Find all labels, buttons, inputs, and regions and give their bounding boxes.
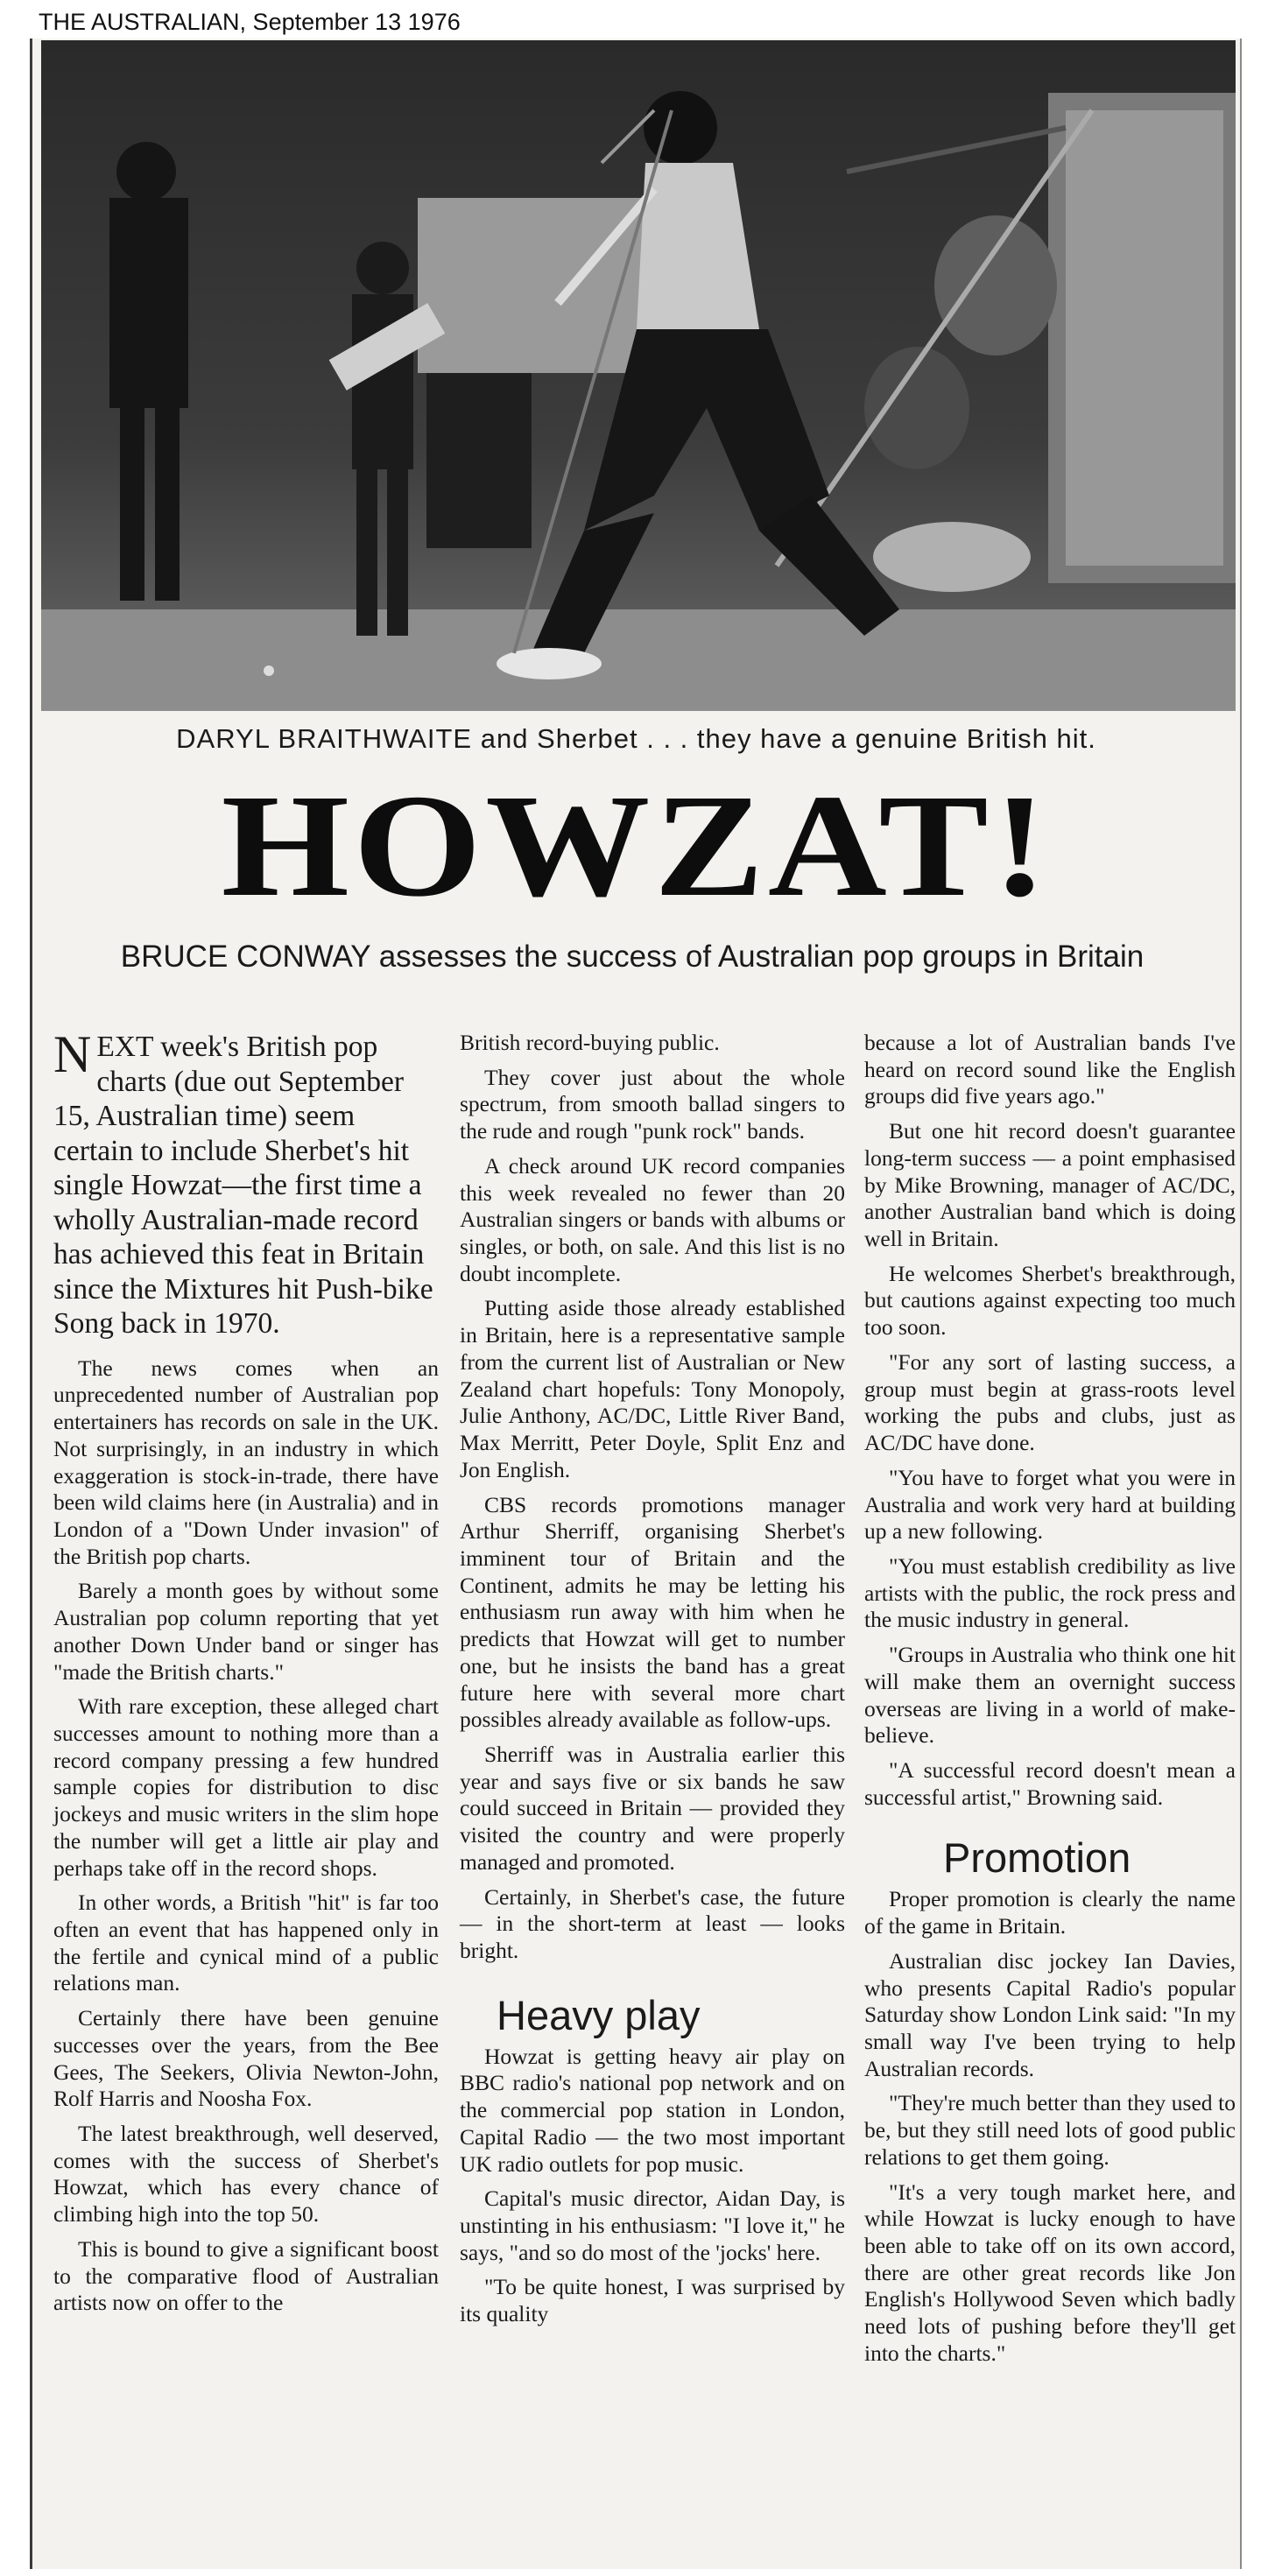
column-3: [864, 1030, 1236, 2375]
paragraph: "Groups in Australia who think one hit will make them an overnight success overseas are living in a world of make-believe.: [864, 1642, 1236, 1749]
paragraph: Capital's music director, Aidan Day, is unstinting in his enthusiasm: "I love it," he says, "and so do most of the 'jocks' here.: [460, 2185, 845, 2265]
paragraph: CBS records promotions manager Arthur Sherriff, organising Sherbet's imminent tour of Britain and the Continent, admits he may be letting his enthusiasm run away with him when he predicts that Howzat will get to number one, but he insists the band has a great future here with several more chart possibles already available as follow-ups.: [460, 1491, 845, 1733]
paragraph: Certainly, in Sherbet's case, the future — in the short-term at least — looks bright.: [460, 1883, 845, 1963]
paragraph: British record-buying public.: [460, 1030, 720, 1055]
paragraph: because a lot of Australian bands I've heard on record sound like the English groups did five years ago.": [864, 1030, 1236, 1109]
paragraph: "A successful record doesn't mean a successful artist," Browning said.: [864, 1756, 1236, 1810]
paragraph: "You must establish credibility as live artists with the public, the rock press and the music industry in general.: [864, 1552, 1236, 1633]
paragraph: "To be quite honest, I was surprised by its quality: [460, 2274, 845, 2327]
paragraph: Barely a month goes by without some Australian pop column reporting that yet another Down Under band or singer has "made the British charts.": [53, 1578, 439, 1685]
paragraph: Sherriff was in Australia earlier this year and says five or six bands he saw could succeed in Britain — provided they visited the country and were properly managed and promoted.: [460, 1741, 845, 1875]
subhead-heavy-play: Heavy play: [497, 1991, 701, 2038]
paragraph: "For any sort of lasting success, a group must begin at grass-roots level working the pubs and clubs, just as AC/DC have done.: [864, 1348, 1236, 1456]
paragraph: He welcomes Sherbet's breakthrough, but cautions against expecting too much too soon.: [864, 1260, 1236, 1341]
paragraph: But one hit record doesn't guarantee long-term success — a point emphasised by Mike Browning, manager of AC/DC, another Australian band which is doing well in Britain.: [864, 1118, 1236, 1252]
paragraph: Australian disc jockey Ian Davies, who presents Capital Radio's popular Saturday show London Link said: "In my small way I've been trying to help Australian records.: [864, 1947, 1236, 2081]
concert-image: [41, 40, 1236, 711]
paragraph: They cover just about the whole spectrum, from smooth ballad singers to the rude and rough "punk rock" bands.: [460, 1064, 845, 1144]
paragraph: Putting aside those already established in Britain, here is a representative sample from the current list of Australian or New Zealand chart hopefuls: Tony Monopoly, Julie Anthony, AC/DC, Little River Band, Max Merritt, Peter Doyle, Split Enz and Jon English.: [460, 1295, 845, 1482]
lead-paragraph: NEXT week's British pop charts (due out September 15, Australian time) seem certain to include Sherbet's hit single Howzat—the first time a wholly Australian-made record has achieved this feat in Britain since the Mixtures hit Push-bike Song back in 1970.: [53, 1025, 433, 1341]
newspaper-clipping: [30, 39, 1242, 2569]
paragraph: This is bound to give a significant boost to the comparative flood of Australian artists now on offer to the: [53, 2235, 439, 2316]
paragraph: "They're much better than they used to be, but they still need lots of good public relations to get them going.: [864, 2090, 1236, 2170]
band-photo: [41, 40, 1236, 711]
paragraph: The latest breakthrough, well deserved, comes with the success of Sherbet's Howzat, which has every chance of climbing high into the top 50.: [53, 2121, 439, 2228]
paragraph: "You have to forget what you were in Australia and work very hard at building up a new following.: [864, 1464, 1236, 1545]
paragraph: A check around UK record companies this week revealed no fewer than 20 Australian singers or bands with albums or singles, or both, on sale. And this list is no doubt incomplete.: [460, 1152, 845, 1286]
photo-caption: DARYL BRAITHWAITE and Sherbet . . . they have a genuine British hit.: [176, 723, 1096, 754]
paragraph: "It's a very tough market here, and while Howzat is lucky enough to have been able to take off on its own accord, there are other great records like Jon English's Hollywood Seven which badly need lots of pushing before they'll get into the charts.": [864, 2178, 1236, 2366]
column-2: [460, 1030, 845, 2336]
paragraph: Howzat is getting heavy air play on BBC radio's national pop network and on the commercial pop station in London, Capital Radio — the two most important UK radio outlets for pop music.: [460, 2043, 845, 2177]
paragraph: Certainly there have been genuine successes over the years, from the Bee Gees, The Seekers, Olivia Newton-John, Rolf Harris and Noosha Fox.: [53, 2005, 439, 2112]
paragraph: The news comes when an unprecedented number of Australian pop entertainers has records on sale in the UK. Not surprisingly, in an industry in which exaggeration is stock-in-trade, there have been wild claims here (in Australia) and in London of a "Down Under invasion" of the British pop charts.: [53, 1355, 439, 1569]
paragraph: With rare exception, these alleged chart successes amount to nothing more than a record company pressing a few hundred sample copies for distribution to disc jockeys and music writers in the slim hope the number will get a little air play and perhaps take off in the record shops.: [53, 1693, 439, 1881]
paragraph: In other words, a British "hit" is far too often an event that has happened only in the fertile and cynical mind of a public relations man.: [53, 1890, 439, 1996]
headline: HOWZAT!: [221, 764, 1052, 927]
subhead-promotion: Promotion: [943, 1834, 1131, 1882]
drop-cap: N: [53, 1025, 92, 1083]
source-line: THE AUSTRALIAN, September 13 1976: [39, 9, 461, 35]
paragraph: Proper promotion is clearly the name of the game in Britain.: [864, 1886, 1236, 1939]
byline: BRUCE CONWAY assesses the success of Australian pop groups in Britain: [120, 940, 1145, 974]
column-1: [53, 1025, 439, 2325]
